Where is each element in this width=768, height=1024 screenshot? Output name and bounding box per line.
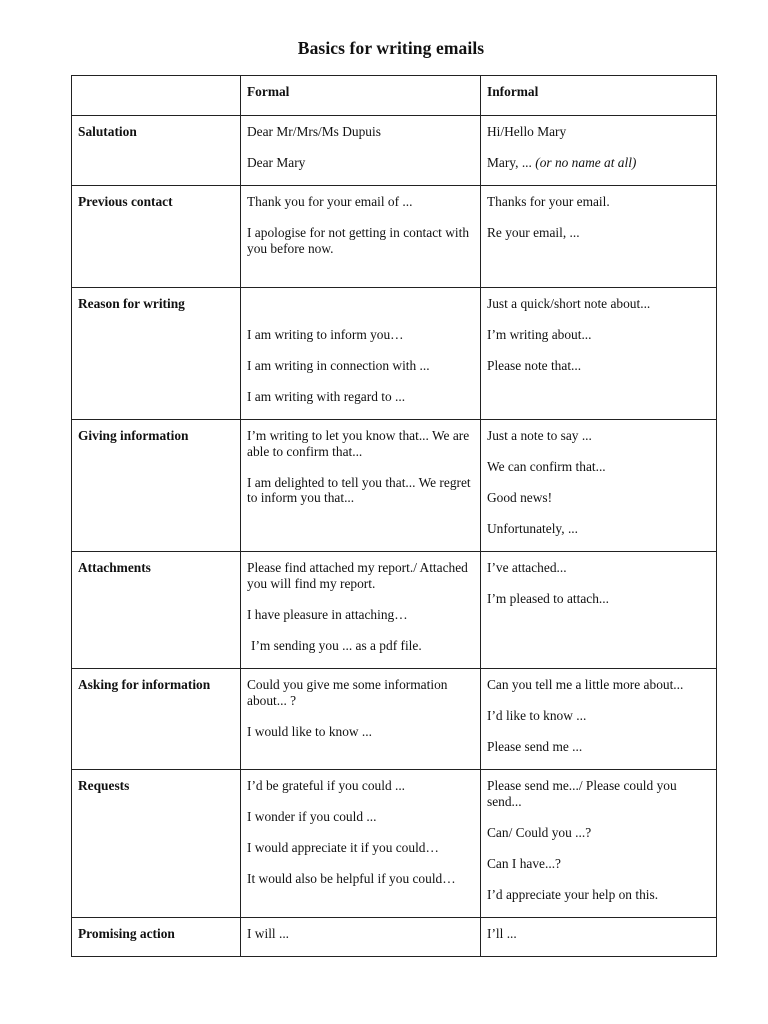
phrase: Just a quick/short note about... xyxy=(487,296,651,311)
row-label: Reason for writing xyxy=(72,288,241,420)
phrase: I’m pleased to attach... xyxy=(487,591,609,607)
formal-cell xyxy=(241,770,481,918)
phrase: I am writing in connection with ... xyxy=(247,358,430,374)
table-header-row xyxy=(72,76,717,116)
page-title: Basics for writing emails xyxy=(297,38,485,58)
phrase: Thanks for your email. xyxy=(487,194,610,209)
header-corner-cell xyxy=(72,76,241,116)
phrase: I wonder if you could ... xyxy=(247,809,377,825)
table-row xyxy=(72,770,717,918)
phrase: I’m sending you ... as a pdf file. xyxy=(251,637,422,653)
table-row xyxy=(72,669,717,770)
phrase: Can I have...? xyxy=(487,855,561,871)
phrase: I have pleasure in attaching… xyxy=(247,606,408,622)
table-row xyxy=(72,186,717,288)
informal-cell xyxy=(481,669,717,770)
phrase-with-note xyxy=(487,155,710,171)
phrase: Please send me.../ Please could you send... xyxy=(487,778,677,809)
phrase: Thank you for your email of ... xyxy=(247,194,413,209)
phrase: I would appreciate it if you could… xyxy=(247,840,439,856)
table-row xyxy=(72,918,717,957)
phrase: Could you give me some information about... ? xyxy=(247,677,448,708)
row-label: Promising action xyxy=(72,918,241,957)
phrase: We can confirm that... xyxy=(487,459,606,475)
phrase: It would also be helpful if you could… xyxy=(247,871,456,887)
row-label: Giving information xyxy=(72,420,241,552)
phrase: I am writing to inform you… xyxy=(247,327,404,343)
formal-cell xyxy=(241,420,481,552)
formal-cell xyxy=(241,552,481,669)
phrase: I’d be grateful if you could ... xyxy=(247,778,406,793)
informal-cell xyxy=(481,116,717,186)
formal-cell xyxy=(241,288,481,420)
phrase: I’ve attached... xyxy=(487,560,567,575)
header-formal: Formal xyxy=(241,76,481,116)
phrase: Can/ Could you ...? xyxy=(487,824,592,840)
informal-cell xyxy=(481,552,717,669)
blank-line xyxy=(247,296,474,312)
formal-cell xyxy=(241,669,481,770)
phrase: I apologise for not getting in contact with you before now. xyxy=(247,225,470,256)
row-label: Attachments xyxy=(72,552,241,669)
table-row xyxy=(72,116,717,186)
phrase: Just a note to say ... xyxy=(487,428,592,443)
phrase: Please find attached my report./ Attached you will find my report. xyxy=(247,560,468,591)
phrase: Good news! xyxy=(487,490,553,506)
formal-cell xyxy=(241,918,481,957)
phrase: Please send me ... xyxy=(487,739,583,755)
phrase: I am delighted to tell you that... We regret to inform you that... xyxy=(247,474,471,506)
phrase: I’ll ... xyxy=(487,926,517,941)
phrase: I will ... xyxy=(247,926,290,941)
phrase: I’m writing to let you know that... We are able to confirm that... xyxy=(247,428,470,459)
phrase: I am writing with regard to ... xyxy=(247,389,406,405)
phrase: Unfortunately, ... xyxy=(487,521,578,537)
phrase: Please note that... xyxy=(487,358,582,374)
phrase-note: (or no name at all) xyxy=(535,155,637,171)
table-row xyxy=(72,420,717,552)
table-row xyxy=(72,288,717,420)
phrase: Re your email, ... xyxy=(487,225,580,241)
email-phrases-table xyxy=(71,75,717,957)
informal-cell xyxy=(481,420,717,552)
phrase: I would like to know ... xyxy=(247,723,372,739)
row-label: Salutation xyxy=(72,116,241,186)
row-label: Previous contact xyxy=(72,186,241,288)
formal-cell xyxy=(241,186,481,288)
row-label: Asking for information xyxy=(72,669,241,770)
formal-cell xyxy=(241,116,481,186)
phrase: Dear Mary xyxy=(247,155,306,171)
phrase: I’m writing about... xyxy=(487,327,592,343)
phrase: Hi/Hello Mary xyxy=(487,124,567,139)
phrase: I’d appreciate your help on this. xyxy=(487,886,659,902)
phrase: I’d like to know ... xyxy=(487,708,587,724)
phrase: Dear Mr/Mrs/Ms Dupuis xyxy=(247,124,381,139)
table-row xyxy=(72,552,717,669)
informal-cell xyxy=(481,288,717,420)
informal-cell xyxy=(481,770,717,918)
header-informal: Informal xyxy=(481,76,717,116)
phrase: Can you tell me a little more about... xyxy=(487,677,684,692)
informal-cell xyxy=(481,918,717,957)
informal-cell xyxy=(481,186,717,288)
phrase: Mary, ... xyxy=(487,155,532,171)
row-label: Requests xyxy=(72,770,241,918)
